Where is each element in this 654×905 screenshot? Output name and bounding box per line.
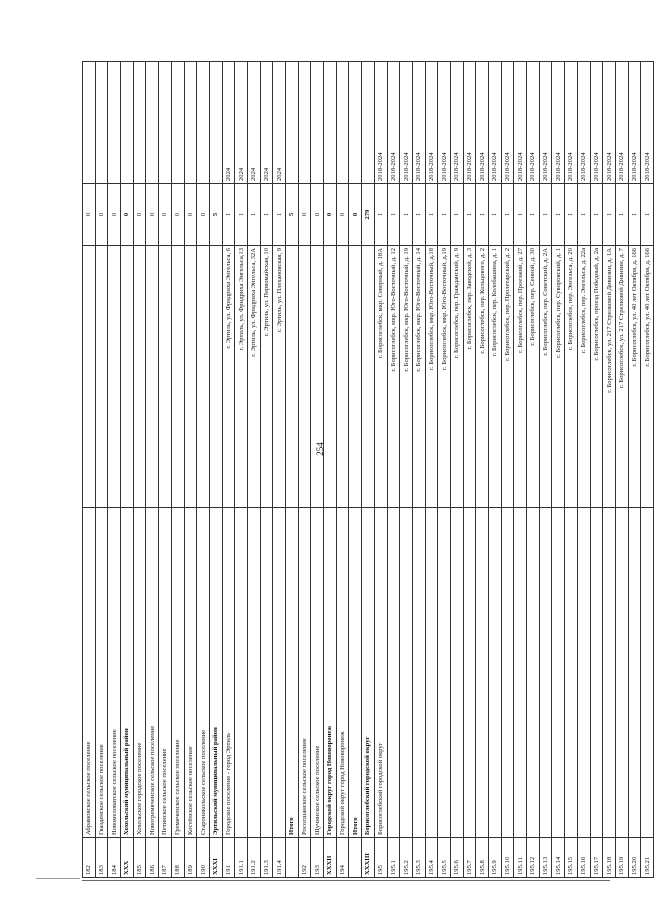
address-cell — [197, 246, 210, 508]
address-cell: г. Борисоглебск, мкр. Северный, д. 18А — [374, 246, 387, 508]
period-cell: 2018-2024 — [514, 62, 527, 184]
quantity-cell: 1 — [628, 184, 641, 246]
row-number-cell: 195.17 — [590, 838, 603, 878]
row-number-cell — [349, 838, 362, 878]
row-number-cell: 191 — [222, 838, 235, 878]
table-row — [222, 62, 235, 878]
period-cell — [362, 62, 375, 184]
quantity-cell: 0 — [121, 184, 134, 246]
address-cell: г. Борисоглебск, проезд Победный, д. 2а — [590, 246, 603, 508]
row-number-cell: XXXII — [324, 838, 337, 878]
row-number-cell: 189 — [184, 838, 197, 878]
address-cell: г. Борисоглебск, пер. Энгельса, д. 20 — [565, 246, 578, 508]
period-cell: 2018-2024 — [387, 62, 400, 184]
period-cell: 2018-2024 — [527, 62, 540, 184]
municipality-name-cell — [552, 508, 565, 838]
table-row — [146, 62, 159, 878]
table-row — [438, 62, 451, 878]
municipality-name-cell: Гремяченское сельское поселение — [171, 508, 184, 838]
address-cell: г. Борисоглебск, мкр. Юго-Восточный, д.18 — [425, 246, 438, 508]
table-row — [552, 62, 565, 878]
row-number-cell: 194 — [336, 838, 349, 878]
period-cell: 2024 — [247, 62, 260, 184]
row-number-cell: 191.3 — [260, 838, 273, 878]
row-number-cell: 186 — [146, 838, 159, 878]
period-cell: 2024 — [222, 62, 235, 184]
address-cell: г. Борисоглебск, пер. Проезжий, д. 27 — [514, 246, 527, 508]
quantity-cell: 1 — [476, 184, 489, 246]
address-cell — [146, 246, 159, 508]
quantity-cell: 1 — [565, 184, 578, 246]
quantity-cell: 5 — [286, 184, 299, 246]
address-cell: г. Борисоглебск, ул. 40 лет Октября, д. 166 — [628, 246, 641, 508]
table-body — [83, 62, 654, 878]
period-cell — [209, 62, 222, 184]
quantity-cell: 0 — [95, 184, 108, 246]
municipality-name-cell — [628, 508, 641, 838]
address-cell — [83, 246, 96, 508]
table-row — [590, 62, 603, 878]
page-number: 254 — [315, 442, 325, 456]
municipality-name-cell: Костёнское сельское поселение — [184, 508, 197, 838]
table-row — [425, 62, 438, 878]
quantity-cell: 1 — [552, 184, 565, 246]
period-cell: 2024 — [235, 62, 248, 184]
municipality-name-cell: Эртильский муниципальный район — [209, 508, 222, 838]
quantity-cell: 1 — [514, 184, 527, 246]
period-cell: 2018-2024 — [374, 62, 387, 184]
address-cell: г. Эртиль, ул. Плехановская, 9 — [273, 246, 286, 508]
table-row — [133, 62, 146, 878]
row-number-cell: 183 — [95, 838, 108, 878]
municipality-name-cell — [514, 508, 527, 838]
row-number-cell: 195.21 — [641, 838, 654, 878]
address-cell — [121, 246, 134, 508]
table-row — [641, 62, 654, 878]
quantity-cell: 0 — [324, 184, 337, 246]
period-cell: 2018-2024 — [425, 62, 438, 184]
quantity-cell: 1 — [425, 184, 438, 246]
table-row — [197, 62, 210, 878]
address-cell: г. Борисоглебск, пер. Заводской, д. 3 — [463, 246, 476, 508]
municipality-name-cell: Щучинское сельское поселение — [311, 508, 324, 838]
table-row — [260, 62, 273, 878]
table-row — [311, 62, 324, 878]
table-row — [235, 62, 248, 878]
quantity-cell: 1 — [235, 184, 248, 246]
table-row — [489, 62, 502, 878]
table-row — [121, 62, 134, 878]
address-cell: г. Борисоглебск, пер. Советский, д. 2А — [539, 246, 552, 508]
municipality-name-cell: Новомеловатское сельское поселение — [108, 508, 121, 838]
quantity-cell: 1 — [273, 184, 286, 246]
row-number-cell: 195.7 — [463, 838, 476, 878]
row-number-cell: 184 — [108, 838, 121, 878]
municipality-name-cell — [641, 508, 654, 838]
address-cell: г. Борисоглебск, мкр. Юго-Восточный, д. 12 — [387, 246, 400, 508]
municipality-name-cell: Городской округ город Нововоронеж — [336, 508, 349, 838]
row-number-cell: 190 — [197, 838, 210, 878]
address-cell — [171, 246, 184, 508]
address-cell: г. Борисоглебск, мкр. Юго-Восточный, д.19 — [438, 246, 451, 508]
period-cell — [324, 62, 337, 184]
period-cell: 2018-2024 — [412, 62, 425, 184]
row-number-cell: 195.1 — [387, 838, 400, 878]
table-row — [387, 62, 400, 878]
municipality-name-cell — [590, 508, 603, 838]
quantity-cell: 0 — [171, 184, 184, 246]
municipality-name-cell — [615, 508, 628, 838]
address-cell — [298, 246, 311, 508]
quantity-cell: 1 — [577, 184, 590, 246]
municipality-name-cell: Хохольский муниципальный район — [121, 508, 134, 838]
quantity-cell: 0 — [311, 184, 324, 246]
municipality-name-cell — [273, 508, 286, 838]
municipality-name-cell — [577, 508, 590, 838]
row-number-cell: 182 — [83, 838, 96, 878]
period-cell: 2018-2024 — [603, 62, 616, 184]
municipality-name-cell: Итого — [286, 508, 299, 838]
period-cell: 2018-2024 — [577, 62, 590, 184]
municipality-name-cell: Гвазденское сельское поселение — [95, 508, 108, 838]
period-cell: 2018-2024 — [615, 62, 628, 184]
quantity-cell: 1 — [501, 184, 514, 246]
table-row — [527, 62, 540, 878]
table-row — [577, 62, 590, 878]
address-cell: г. Эртиль, ул. Фридриха Энгельса, 32А — [247, 246, 260, 508]
quantity-cell: 0 — [197, 184, 210, 246]
address-cell — [184, 246, 197, 508]
table-row — [450, 62, 463, 878]
table-row — [273, 62, 286, 878]
quantity-cell: 1 — [374, 184, 387, 246]
municipality-name-cell — [565, 508, 578, 838]
address-cell — [108, 246, 121, 508]
period-cell: 2024 — [273, 62, 286, 184]
table-row — [400, 62, 413, 878]
rotated-landscape-page — [82, 62, 651, 878]
period-cell: 2018-2024 — [400, 62, 413, 184]
row-number-cell: 195.9 — [489, 838, 502, 878]
period-cell: 2018-2024 — [438, 62, 451, 184]
address-cell: г. Борисоглебск, пер. Гражданский, д. 9 — [450, 246, 463, 508]
row-number-cell: 195.12 — [527, 838, 540, 878]
municipality-name-cell: Борисоглебский городской округ — [374, 508, 387, 838]
table-row — [412, 62, 425, 878]
address-cell: г. Борисоглебск, ул. 217 Стрелковой Дивизии, д. 1А — [603, 246, 616, 508]
municipality-name-cell — [527, 508, 540, 838]
quantity-cell: 0 — [184, 184, 197, 246]
period-cell: 2018-2024 — [641, 62, 654, 184]
table-row — [615, 62, 628, 878]
municipality-name-cell — [400, 508, 413, 838]
row-number-cell: 195.14 — [552, 838, 565, 878]
row-number-cell: 195.16 — [577, 838, 590, 878]
municipality-name-cell — [247, 508, 260, 838]
municipality-name-cell: Новогремяченское сельское поселение — [146, 508, 159, 838]
table-row — [247, 62, 260, 878]
quantity-cell: 1 — [539, 184, 552, 246]
table-row — [298, 62, 311, 878]
municipality-name-cell — [450, 508, 463, 838]
row-number-cell: 195.18 — [603, 838, 616, 878]
address-cell: г. Борисоглебск, ул. 217 Стрелковой Дивизии, д. 7 — [615, 246, 628, 508]
address-cell — [336, 246, 349, 508]
municipality-name-cell: Староникольское сельское поселение — [197, 508, 210, 838]
address-cell — [362, 246, 375, 508]
municipality-name-cell: Борисоглебский городской округ — [362, 508, 375, 838]
period-cell — [311, 62, 324, 184]
quantity-cell: 0 — [133, 184, 146, 246]
period-cell: 2018-2024 — [450, 62, 463, 184]
table-row — [514, 62, 527, 878]
row-number-cell: 187 — [159, 838, 172, 878]
quantity-cell: 1 — [222, 184, 235, 246]
table-row — [286, 62, 299, 878]
row-number-cell: 195.10 — [501, 838, 514, 878]
quantity-cell: 1 — [387, 184, 400, 246]
address-cell — [209, 246, 222, 508]
address-cell: г. Борисоглебск, мкр. Юго-Восточный, д. 14 — [412, 246, 425, 508]
address-cell: г. Эртиль, ул. Фридриха Энгельса, 6 — [222, 246, 235, 508]
row-number-cell: 192 — [298, 838, 311, 878]
municipality-name-cell: Городской округ город Нововоронеж — [324, 508, 337, 838]
table-row — [324, 62, 337, 878]
quantity-cell: 279 — [362, 184, 375, 246]
table-row — [374, 62, 387, 878]
period-cell — [349, 62, 362, 184]
quantity-cell: 1 — [527, 184, 540, 246]
row-number-cell: XXX — [121, 838, 134, 878]
period-cell — [121, 62, 134, 184]
address-cell — [286, 246, 299, 508]
quantity-cell: 0 — [349, 184, 362, 246]
municipality-name-cell — [603, 508, 616, 838]
period-cell — [197, 62, 210, 184]
period-cell — [95, 62, 108, 184]
row-number-cell: 191.1 — [235, 838, 248, 878]
quantity-cell: 1 — [641, 184, 654, 246]
table-row — [209, 62, 222, 878]
period-cell: 2018-2024 — [565, 62, 578, 184]
municipality-name-cell — [501, 508, 514, 838]
row-number-cell: 195.13 — [539, 838, 552, 878]
municipality-name-cell — [489, 508, 502, 838]
quantity-cell: 1 — [438, 184, 451, 246]
period-cell — [133, 62, 146, 184]
address-cell — [159, 246, 172, 508]
page-bottom-rule — [82, 880, 610, 881]
municipality-name-cell — [387, 508, 400, 838]
row-number-cell: 195.20 — [628, 838, 641, 878]
address-cell: г. Борисоглебск, ул. 40 лет Октября, д. 166 — [641, 246, 654, 508]
row-number-cell: 195 — [374, 838, 387, 878]
table-row — [83, 62, 96, 878]
period-cell: 2018-2024 — [501, 62, 514, 184]
period-cell: 2018-2024 — [539, 62, 552, 184]
municipality-name-cell: Петинское сельское поселение — [159, 508, 172, 838]
table-row — [159, 62, 172, 878]
municipality-name-cell: Итого — [349, 508, 362, 838]
table-row — [349, 62, 362, 878]
municipality-name-cell — [476, 508, 489, 838]
address-cell — [311, 246, 324, 508]
period-cell — [108, 62, 121, 184]
address-cell — [133, 246, 146, 508]
table-row — [171, 62, 184, 878]
period-cell: 2018-2024 — [628, 62, 641, 184]
quantity-cell: 1 — [590, 184, 603, 246]
period-cell: 2018-2024 — [463, 62, 476, 184]
quantity-cell: 0 — [336, 184, 349, 246]
quantity-cell: 1 — [400, 184, 413, 246]
quantity-cell: 1 — [247, 184, 260, 246]
table-row — [184, 62, 197, 878]
quantity-cell: 1 — [260, 184, 273, 246]
quantity-cell: 5 — [209, 184, 222, 246]
row-number-cell: 188 — [171, 838, 184, 878]
row-number-cell: XXXI — [209, 838, 222, 878]
address-cell — [349, 246, 362, 508]
address-cell: г. Эртиль, ул. Первомайская, 10 — [260, 246, 273, 508]
municipality-name-cell: Рососшанское сельское поселение — [298, 508, 311, 838]
row-number-cell: 191.4 — [273, 838, 286, 878]
municipality-name-cell — [539, 508, 552, 838]
municipality-name-cell — [235, 508, 248, 838]
address-cell — [95, 246, 108, 508]
period-cell: 2018-2024 — [489, 62, 502, 184]
quantity-cell: 1 — [615, 184, 628, 246]
row-number-cell: 191.2 — [247, 838, 260, 878]
municipality-name-cell — [425, 508, 438, 838]
table-row — [565, 62, 578, 878]
quantity-cell: 1 — [412, 184, 425, 246]
municipality-name-cell: Городское поселение - город Эртиль — [222, 508, 235, 838]
address-cell: г. Борисоглебск, пер. Энгельса, д. 22а — [577, 246, 590, 508]
quantity-cell: 0 — [83, 184, 96, 246]
period-cell — [83, 62, 96, 184]
row-number-cell: 195.4 — [425, 838, 438, 878]
table-row — [463, 62, 476, 878]
period-cell — [184, 62, 197, 184]
address-cell: г. Борисоглебск, пер. Колобашина, д. 1 — [489, 246, 502, 508]
municipality-name-cell: Хохольское городское поселение — [133, 508, 146, 838]
quantity-cell: 1 — [603, 184, 616, 246]
municipality-name-cell — [260, 508, 273, 838]
period-cell: 2018-2024 — [590, 62, 603, 184]
table-row — [95, 62, 108, 878]
quantity-cell: 0 — [298, 184, 311, 246]
period-cell: 2024 — [260, 62, 273, 184]
row-number-cell: 195.3 — [412, 838, 425, 878]
municipality-name-cell — [438, 508, 451, 838]
address-cell — [324, 246, 337, 508]
table-row — [362, 62, 375, 878]
municipality-name-cell — [463, 508, 476, 838]
table-row — [476, 62, 489, 878]
address-cell: г. Борисоглебск, пер. Сенной, д. 30 — [527, 246, 540, 508]
row-number-cell: 195.15 — [565, 838, 578, 878]
address-cell: г. Борисоглебск, пер. Кольцового, д. 2 — [476, 246, 489, 508]
table-row — [108, 62, 121, 878]
period-cell: 2018-2024 — [552, 62, 565, 184]
row-number-cell: 195.6 — [450, 838, 463, 878]
table-row — [501, 62, 514, 878]
period-cell — [171, 62, 184, 184]
table-row — [628, 62, 641, 878]
quantity-cell: 1 — [463, 184, 476, 246]
period-cell — [298, 62, 311, 184]
municipality-name-cell — [412, 508, 425, 838]
address-cell: г. Эртиль, ул. Фридриха Энгельса,13 — [235, 246, 248, 508]
table-row — [336, 62, 349, 878]
address-cell: г. Борисоглебск, пер. Пролетарский, д. 2 — [501, 246, 514, 508]
quantity-cell: 0 — [146, 184, 159, 246]
row-number-cell: 195.11 — [514, 838, 527, 878]
period-cell: 2018-2024 — [476, 62, 489, 184]
row-number-cell: 195.8 — [476, 838, 489, 878]
period-cell — [336, 62, 349, 184]
row-number-cell: 195.19 — [615, 838, 628, 878]
quantity-cell: 0 — [108, 184, 121, 246]
table-row — [603, 62, 616, 878]
document-table-area — [82, 62, 651, 878]
period-cell — [286, 62, 299, 184]
row-number-cell: XXXIII — [362, 838, 375, 878]
row-number-cell: 185 — [133, 838, 146, 878]
row-number-cell — [286, 838, 299, 878]
table-row — [539, 62, 552, 878]
period-cell — [159, 62, 172, 184]
municipality-name-cell: Абрамовское сельское поселение — [83, 508, 96, 838]
period-cell — [146, 62, 159, 184]
address-cell: г. Борисоглебск, пер. Суворовский, д. 1 — [552, 246, 565, 508]
margin-mark — [36, 878, 80, 879]
quantity-cell: 1 — [489, 184, 502, 246]
housing-register-table — [82, 61, 654, 878]
quantity-cell: 1 — [450, 184, 463, 246]
address-cell: г. Борисоглебск, мкр. Юго-Восточный, д. 19 — [400, 246, 413, 508]
row-number-cell: 195.2 — [400, 838, 413, 878]
quantity-cell: 0 — [159, 184, 172, 246]
row-number-cell: 195.5 — [438, 838, 451, 878]
row-number-cell: 193 — [311, 838, 324, 878]
